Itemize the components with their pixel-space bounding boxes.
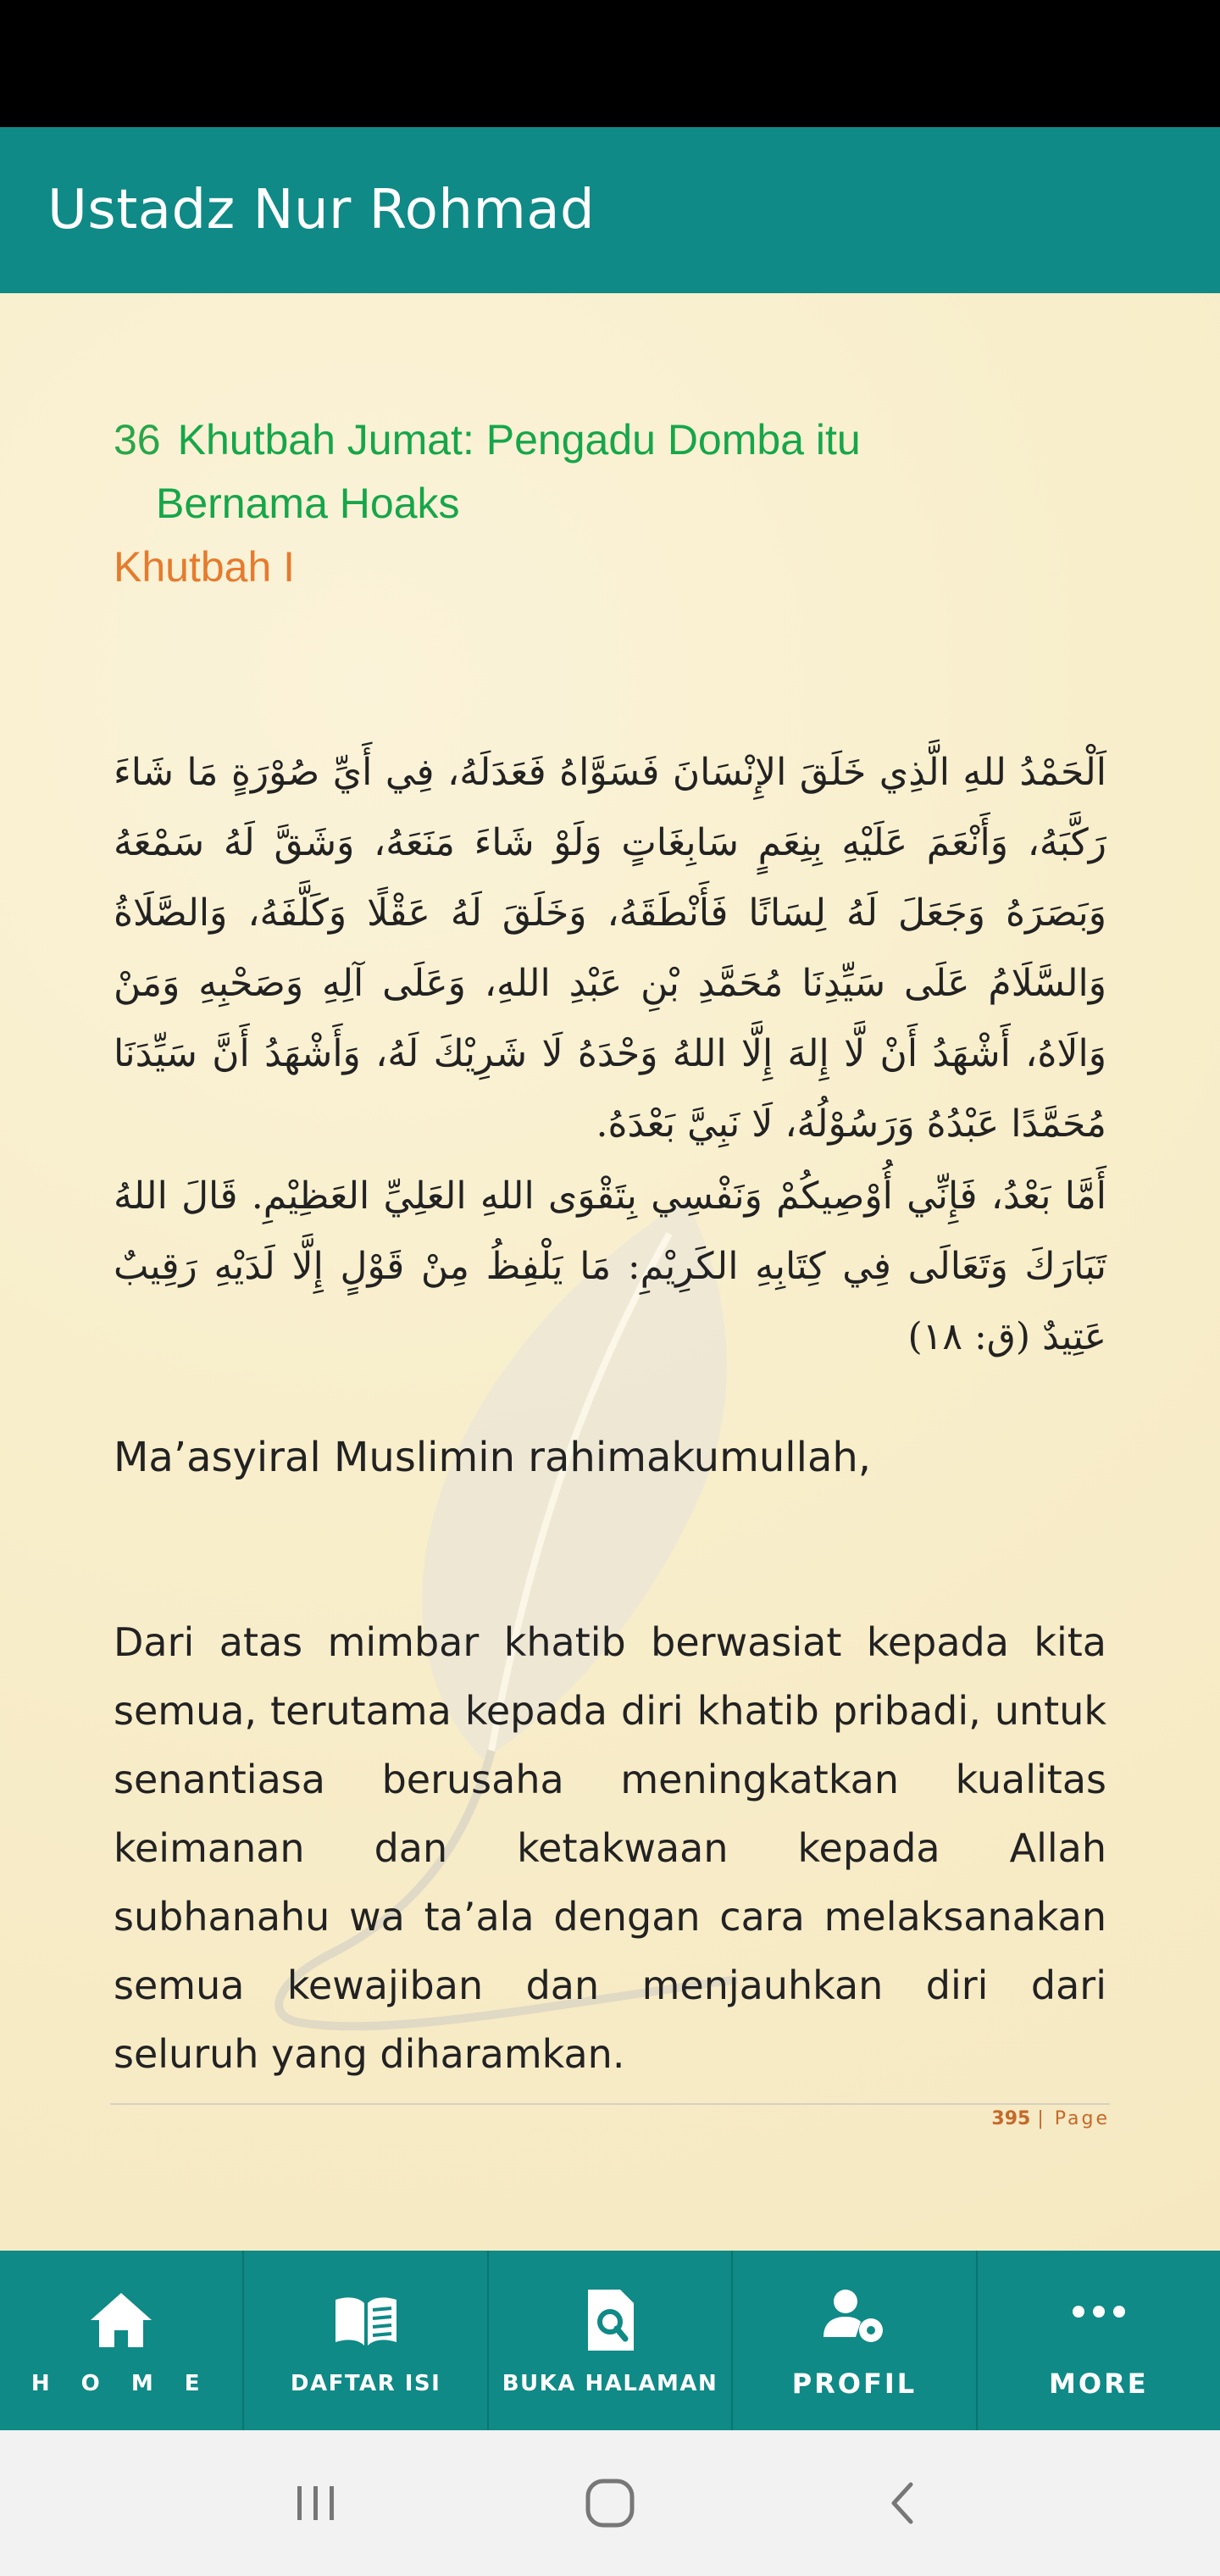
chapter-title-line2: Bernama Hoaks (156, 480, 460, 527)
status-bar (0, 0, 1220, 127)
nav-more-label: MORE (1049, 2368, 1149, 2400)
nav-buka-halaman[interactable] (489, 2251, 733, 2430)
nav-profil[interactable] (733, 2251, 977, 2430)
nav-profil-label: PROFIL (791, 2368, 918, 2400)
home-circle-icon (583, 2476, 637, 2530)
more-dots-icon (1063, 2281, 1134, 2352)
arabic-opening-paragraph: اَلْحَمْدُ للهِ الَّذِي خَلَقَ الإِنْسَانَ فَسَوَّاهُ فَعَدَلَهُ، فِي أَيِّ صُوْرَةٍ مَا شَاءَ رَكَّبَهُ، وَأَنْعَمَ عَلَيْهِ بِنِعَمٍ سَابِغَاتٍ وَلَوْ شَاءَ مَنَعَهُ، وَشَقَّ لَهُ سَمْعَهُ وَبَصَرَهُ وَجَعَلَ لَهُ لِسَانًا فَأَنْطَقَهُ، وَخَلَقَ لَهُ عَقْلًا وَكَلَّفَهُ، وَالصَّلَاةُ وَالسَّلَامُ عَلَى سَيِّدِنَا مُحَمَّدِ بْنِ عَبْدِ اللهِ، وَعَلَى آلِهِ وَصَحْبِهِ وَمَنْ وَالَاهُ، أَشْهَدُ أَنْ لَّا إِلهَ إِلَّا اللهُ وَحْدَهُ لَا شَرِيْكَ لَهُ، وَأَشْهَدُ أَنَّ سَيِّدَنَا مُحَمَّدًا عَبْدُهُ وَرَسُوْلُهُ، لَا نَبِيَّ بَعْدَهُ. (114, 751, 1106, 1146)
user-gear-icon (818, 2281, 890, 2352)
home-icon (86, 2285, 157, 2356)
page-number-footer (991, 2108, 1110, 2129)
back-icon (879, 2478, 929, 2529)
nav-daftar-isi-label: DAFTAR ISI (290, 2371, 441, 2396)
page-label: | Page (1037, 2108, 1110, 2129)
nav-daftar-isi[interactable] (244, 2251, 488, 2430)
arabic-quran-paragraph: أَمَّا بَعْدُ، فَإِنِّي أُوْصِيكُمْ وَنَفْسِي بِتَقْوَى اللهِ العَلِيِّ العَظِيْمِ. قَالَ اللهُ تَبَارَكَ وَتَعَالَى فِي كِتَابِهِ الكَرِيْمِ: مَا يَلْفِظُ مِنْ قَوْلٍ إِلَّا لَدَيْهِ رَقِيبٌ عَتِيدٌ (ق: ١٨) (114, 1174, 1106, 1358)
page-footer-divider (110, 2103, 1110, 2105)
book-page[interactable] (0, 293, 1220, 2251)
nav-home[interactable] (0, 2251, 244, 2430)
book-icon (330, 2285, 402, 2356)
search-document-icon (574, 2285, 646, 2356)
chapter-heading (114, 408, 1045, 599)
page-number: 395 (991, 2108, 1031, 2129)
greeting-text: Ma’asyiral Muslimin rahimakumullah, (114, 1434, 872, 1481)
app-title: Ustadz Nur Rohmad (47, 179, 596, 242)
sermon-body-paragraph: Dari atas mimbar khatib berwasiat kepada kita semua, terutama kepada diri khatib pribadi, untuk senantiasa berusaha meningkatkan kualitas keimanan dan ketakwaan kepada Allah subhanahu wa ta’ala dengan cara melaksanakan semua kewajiban dan menjauhkan diri dari seluruh yang diharamkan. (114, 1619, 1106, 2077)
recent-apps-icon (291, 2478, 341, 2529)
nav-more[interactable] (978, 2251, 1220, 2430)
nav-buka-halaman-label: BUKA HALAMAN (502, 2371, 718, 2396)
home-system-button[interactable] (572, 2465, 648, 2541)
nav-home-label: H O M E (30, 2371, 212, 2396)
back-button[interactable] (866, 2465, 942, 2541)
app-bar (0, 127, 1220, 293)
chapter-number: 36 (114, 416, 161, 464)
bottom-navigation (0, 2251, 1220, 2430)
recent-apps-button[interactable] (278, 2465, 354, 2541)
system-navigation-bar (0, 2430, 1220, 2576)
chapter-title-line1: Khutbah Jumat: Pengadu Domba itu (177, 416, 861, 464)
section-subheading: Khutbah I (114, 543, 296, 591)
